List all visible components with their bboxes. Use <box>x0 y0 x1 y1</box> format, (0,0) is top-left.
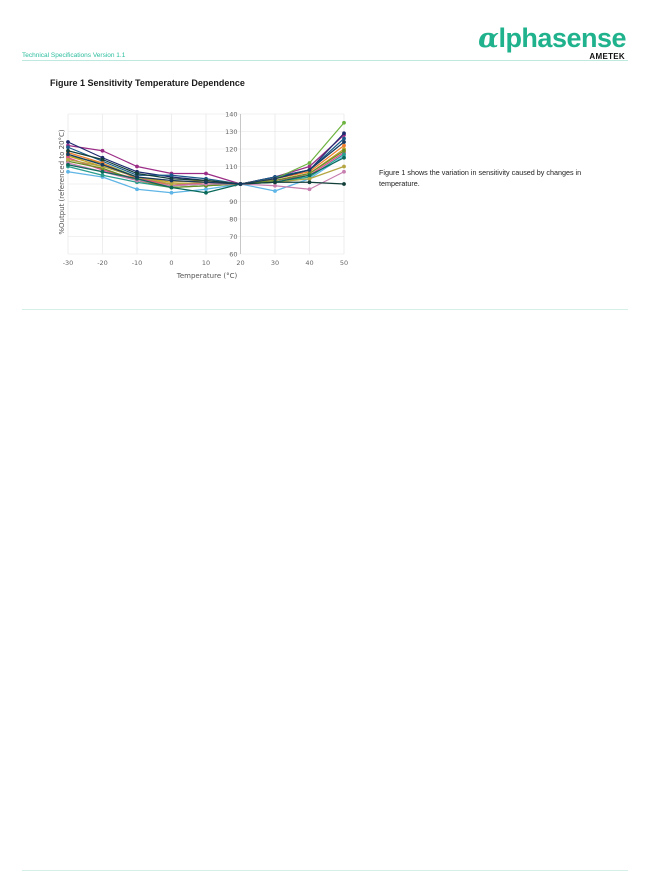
data-point <box>204 180 208 184</box>
data-point <box>273 180 277 184</box>
y-axis-label: %Output (referenced to 20°C) <box>58 129 66 235</box>
logo-wordmark <box>478 24 626 53</box>
x-tick-label: -10 <box>131 259 143 267</box>
document-version: Technical Specifications Version 1.1 <box>22 52 126 59</box>
x-tick-label: 0 <box>169 259 174 267</box>
data-point <box>170 182 174 186</box>
data-point <box>308 187 312 191</box>
data-point <box>342 165 346 169</box>
y-tick-label: 140 <box>225 110 238 119</box>
data-point <box>135 165 139 169</box>
alphasense-logo <box>478 23 626 64</box>
data-point <box>342 144 346 148</box>
x-tick-label: 40 <box>305 259 314 267</box>
y-tick-label: 80 <box>229 215 238 224</box>
data-point <box>101 170 105 174</box>
data-point <box>66 152 70 156</box>
x-tick-label: 20 <box>236 259 245 267</box>
y-tick-label: 130 <box>225 127 238 136</box>
y-tick-label: 110 <box>225 162 238 171</box>
data-point <box>273 177 277 181</box>
y-tick-label: 90 <box>229 197 238 206</box>
data-point <box>135 172 139 176</box>
data-point <box>170 186 174 190</box>
logo-alpha-glyph: α <box>478 23 499 54</box>
data-point <box>342 156 346 160</box>
data-point <box>342 140 346 144</box>
data-point <box>342 149 346 153</box>
section-divider <box>22 309 628 310</box>
data-point <box>170 173 174 177</box>
y-tick-label: 70 <box>229 232 238 241</box>
data-point <box>273 189 277 193</box>
data-point <box>273 184 277 188</box>
data-point <box>135 175 139 179</box>
data-point <box>308 173 312 177</box>
data-point <box>66 163 70 167</box>
y-tick-label: 60 <box>229 250 238 259</box>
data-point <box>170 179 174 183</box>
data-point <box>239 182 243 186</box>
data-point <box>135 187 139 191</box>
x-axis-ticks <box>63 259 348 267</box>
data-point <box>101 163 105 167</box>
x-axis-label: Temperature (°C) <box>176 272 238 280</box>
data-point <box>204 191 208 195</box>
data-point <box>170 191 174 195</box>
data-point <box>308 168 312 172</box>
data-point <box>308 161 312 165</box>
data-point <box>66 158 70 162</box>
data-point <box>101 173 105 177</box>
data-point <box>342 121 346 125</box>
x-tick-label: -30 <box>62 259 74 267</box>
data-point <box>66 145 70 149</box>
data-point <box>66 149 70 153</box>
figure-title: Figure 1 Sensitivity Temperature Dependence <box>50 78 245 88</box>
data-point <box>308 180 312 184</box>
ametek-logo: AMETEK <box>589 52 625 61</box>
data-point <box>342 182 346 186</box>
footer-divider <box>22 870 628 871</box>
data-point <box>66 170 70 174</box>
data-point <box>66 140 70 144</box>
x-tick-label: -20 <box>97 259 108 267</box>
x-tick-label: 30 <box>270 259 280 267</box>
data-point <box>204 187 208 191</box>
data-point <box>101 149 105 153</box>
data-point <box>342 137 346 141</box>
sensitivity-temperature-chart <box>54 104 354 284</box>
data-point <box>342 131 346 135</box>
x-tick-label: 10 <box>201 259 211 267</box>
data-point <box>308 177 312 181</box>
x-tick-label: 50 <box>339 259 349 267</box>
data-point <box>342 152 346 156</box>
logo-word-text: lphasense <box>498 23 626 53</box>
figure-description: Figure 1 shows the variation in sensitivity caused by changes in temperature. <box>379 168 582 188</box>
data-point <box>204 172 208 176</box>
data-point <box>101 158 105 162</box>
y-tick-label: 100 <box>225 180 238 189</box>
y-tick-label: 120 <box>225 145 238 154</box>
data-point <box>342 170 346 174</box>
